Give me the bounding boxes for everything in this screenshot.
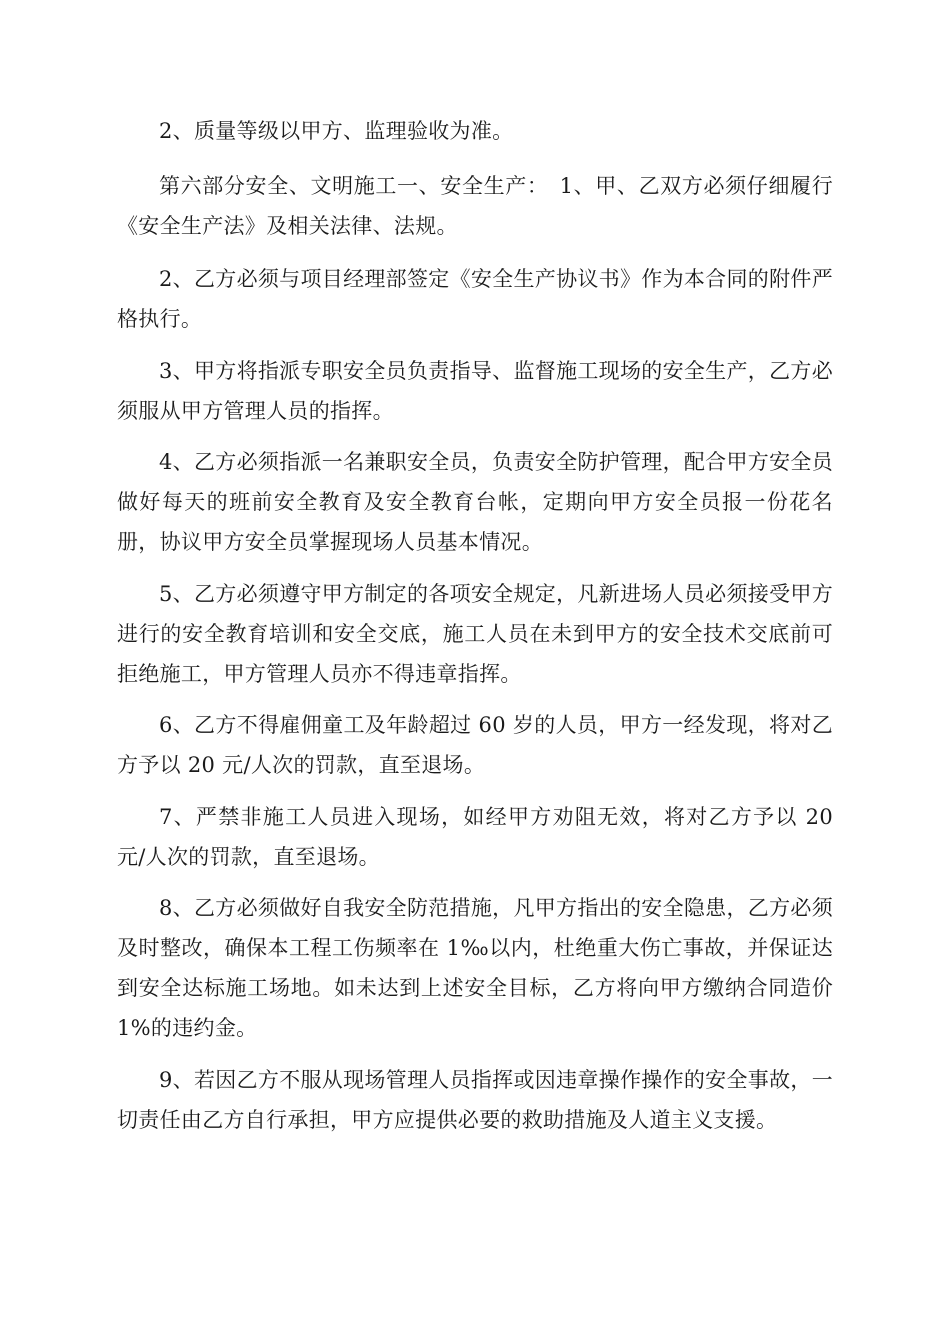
paragraph-safety-item-5: 5、乙方必须遵守甲方制定的各项安全规定，凡新进场人员必须接受甲方进行的安全教育培训和安全交底，施工人员在未到甲方的安全技术交底前可拒绝施工，甲方管理人员亦不得违章指挥。 xyxy=(117,582,833,686)
paragraph-safety-item-8: 8、乙方必须做好自我安全防范措施，凡甲方指出的安全隐患，乙方必须及时整改，确保本工程工伤频率在 1‰以内，杜绝重大伤亡事故，并保证达到安全达标施工场地。如未达到上述安全目标，乙方将向甲方缴纳合同造价 1%的违约金。 xyxy=(117,896,833,1040)
paragraph-safety-item-6: 6、乙方不得雇佣童工及年龄超过 60 岁的人员，甲方一经发现，将对乙方予以 20 元/人次的罚款，直至退场。 xyxy=(117,713,833,777)
paragraph-quality-level: 2、质量等级以甲方、监理验收为准。 xyxy=(159,119,514,143)
paragraph-safety-item-2: 2、乙方必须与项目经理部签定《安全生产协议书》作为本合同的附件严格执行。 xyxy=(117,267,833,331)
paragraph-safety-item-9: 9、若因乙方不服从现场管理人员指挥或因违章操作操作的安全事故，一切责任由乙方自行承担，甲方应提供必要的救助措施及人道主义支援。 xyxy=(117,1068,833,1132)
paragraph-safety-item-4: 4、乙方必须指派一名兼职安全员，负责安全防护管理，配合甲方安全员做好每天的班前安全教育及安全教育台帐，定期向甲方安全员报一份花名册，协议甲方安全员掌握现场人员基本情况。 xyxy=(117,450,833,554)
paragraph-safety-item-3: 3、甲方将指派专职安全员负责指导、监督施工现场的安全生产，乙方必须服从甲方管理人员的指挥。 xyxy=(117,359,833,423)
paragraph-safety-section-1: 第六部分安全、文明施工一、安全生产： 1、甲、乙双方必须仔细履行《安全生产法》及相关法律、法规。 xyxy=(117,174,833,238)
paragraph-safety-item-7: 7、严禁非施工人员进入现场，如经甲方劝阻无效，将对乙方予以 20 元/人次的罚款，直至退场。 xyxy=(117,805,833,869)
